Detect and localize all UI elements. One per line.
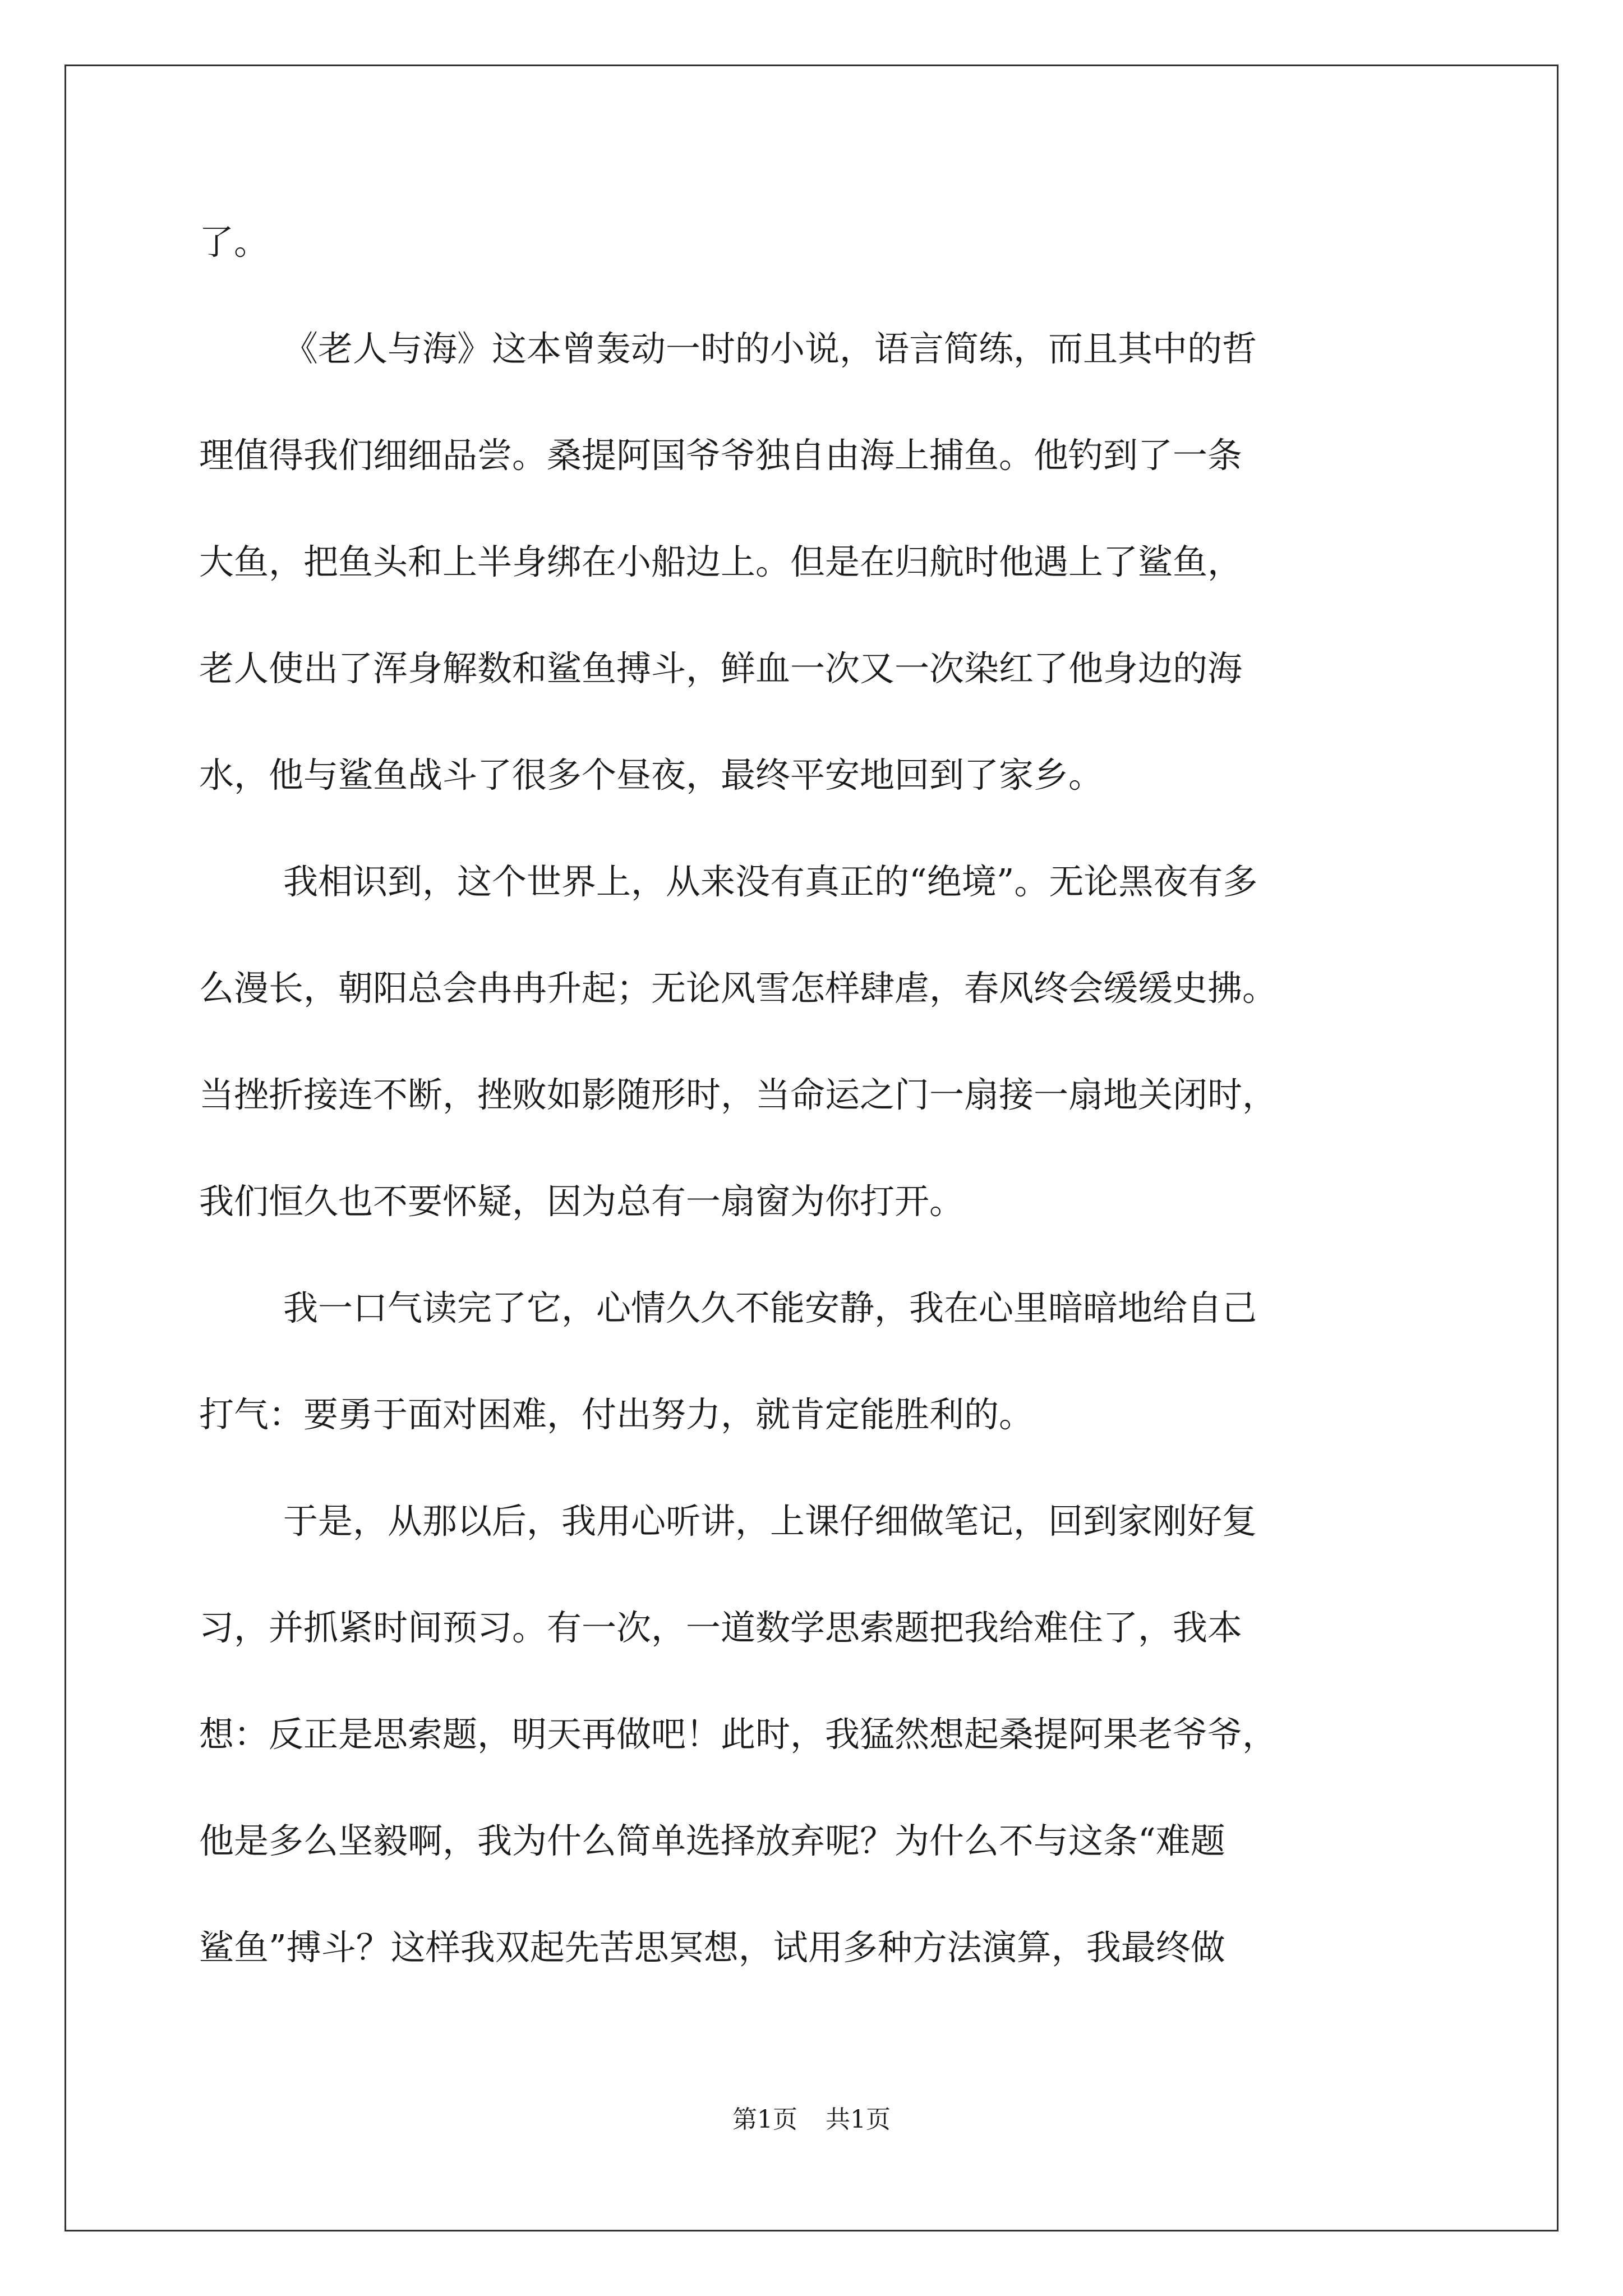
text-line: 么漫长，朝阳总会冉冉升起；无论风雪怎样肆虐，春风终会缓缓史拂。 <box>199 968 1278 1009</box>
text-line: 老人使出了浑身解数和鲨鱼搏斗，鲜血一次又一次染红了他身边的海 <box>199 648 1243 689</box>
paragraph-first-line: 《老人与海》这本曾轰动一时的小说，语言简练，而且其中的哲 <box>283 328 1257 369</box>
text-line: 当挫折接连不断，挫败如影随形时，当命运之门一扇接一扇地关闭时， <box>199 1074 1278 1115</box>
text-line: 我们恒久也不要怀疑，因为总有一扇窗为你打开。 <box>199 1181 965 1222</box>
paragraph-first-line: 于是，从那以后，我用心听讲，上课仔细做笔记，回到家刚好复 <box>283 1501 1257 1542</box>
text-line: 打气：要勇于面对困难，付出努力，就肯定能胜利的。 <box>199 1394 1034 1435</box>
text-line: 鲨鱼”搏斗？这样我双起先苦思冥想，试用多种方法演算，我最终做 <box>199 1927 1225 1968</box>
text-line: 理值得我们细细品尝。桑提阿国爷爷独自由海上捕鱼。他钓到了一条 <box>199 435 1243 476</box>
paragraph-first-line: 我一口气读完了它，心情久久不能安静，我在心里暗暗地给自己 <box>283 1287 1257 1328</box>
text-line: 了。 <box>199 222 269 263</box>
text-line: 大鱼，把鱼头和上半身绑在小船边上。但是在归航时他遇上了鲨鱼， <box>199 541 1243 582</box>
page-total: 共1页 <box>826 2105 891 2134</box>
document-body <box>199 189 1467 2001</box>
paragraph-first-line: 我相识到，这个世界上，从来没有真正的“绝境”。无论黑夜有多 <box>283 861 1258 902</box>
page-number: 第1页 <box>732 2105 797 2134</box>
text-line: 习，并抓紧时间预习。有一次，一道数学思索题把我给难住了，我本 <box>199 1607 1243 1648</box>
text-line: 水，他与鲨鱼战斗了很多个昼夜，最终平安地回到了家乡。 <box>199 754 1104 795</box>
text-line: 想：反正是思索题，明天再做吧！此时，我猛然想起桑提阿果老爷爷， <box>199 1714 1278 1755</box>
text-line: 他是多么坚毅啊，我为什么简单选择放弃呢？为什么不与这条“难题 <box>199 1820 1225 1861</box>
page-footer <box>0 2099 1623 2135</box>
